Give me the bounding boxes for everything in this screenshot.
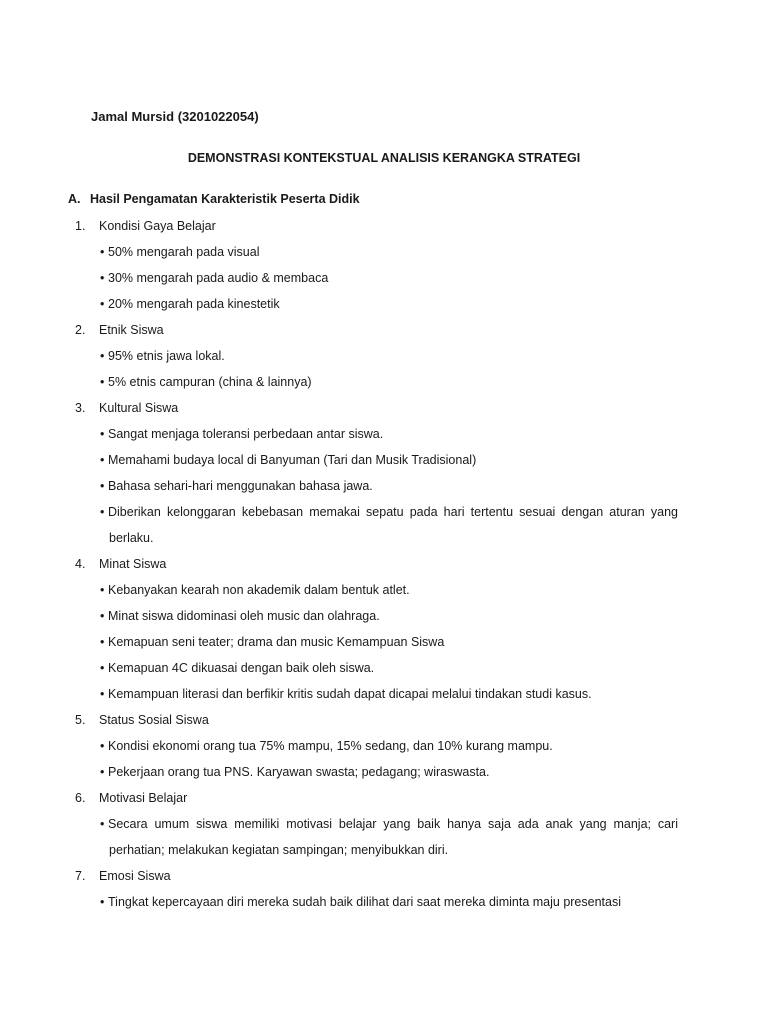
bullet-item: • Bahasa sehari-hari menggunakan bahasa jawa. <box>100 479 373 493</box>
bullet-continuation: perhatian; melakukan kegiatan sampingan; menyibukkan diri. <box>109 843 449 857</box>
bullet-item: • Kemapuan 4C dikuasai dengan baik oleh siswa. <box>100 661 375 675</box>
bullet-item: • Kemampuan literasi dan berfikir kritis sudah dapat dicapai melalui tindakan studi kasus. <box>100 687 592 701</box>
bullet-item: • Kemapuan seni teater; drama dan music Kemampuan Siswa <box>100 635 445 649</box>
bullet-item: • 95% etnis jawa lokal. <box>100 349 225 363</box>
bullet-continuation: berlaku. <box>109 531 154 545</box>
section-letter: A. <box>68 192 81 206</box>
bullet-item: • Pekerjaan orang tua PNS. Karyawan swasta; pedagang; wiraswasta. <box>100 765 490 779</box>
list-item-heading: 6. Motivasi Belajar <box>75 791 188 805</box>
list-item-heading: 4. Minat Siswa <box>75 557 167 571</box>
bullet-item: • Memahami budaya local di Banyuman (Tari dan Musik Tradisional) <box>100 453 477 467</box>
list-item-heading: 5. Status Sosial Siswa <box>75 713 209 727</box>
bullet-item: • 5% etnis campuran (china & lainnya) <box>100 375 312 389</box>
bullet-item: • 20% mengarah pada kinestetik <box>100 297 280 311</box>
bullet-item: • 50% mengarah pada visual <box>100 245 260 259</box>
bullet-item: • Minat siswa didominasi oleh music dan olahraga. <box>100 609 380 623</box>
bullet-item: • Kebanyakan kearah non akademik dalam bentuk atlet. <box>100 583 410 597</box>
author-name: Jamal Mursid (3201022054) <box>91 109 259 124</box>
bullet-item: • Kondisi ekonomi orang tua 75% mampu, 15% sedang, dan 10% kurang mampu. <box>100 739 553 753</box>
document-title: DEMONSTRASI KONTEKSTUAL ANALISIS KERANGKA STRATEGI <box>187 151 581 165</box>
list-item-heading: 2. Etnik Siswa <box>75 323 164 337</box>
list-item-heading: 1. Kondisi Gaya Belajar <box>75 219 216 233</box>
bullet-item: • Diberikan kelonggaran kebebasan memakai sepatu pada hari tertentu sesuai dengan aturan yang <box>100 505 678 519</box>
section-heading <box>68 192 360 206</box>
bullet-item: • Secara umum siswa memiliki motivasi belajar yang baik hanya saja ada anak yang manja; cari <box>100 817 678 831</box>
list-item-heading: 7. Emosi Siswa <box>75 869 171 883</box>
list-item-heading: 3. Kultural Siswa <box>75 401 179 415</box>
bullet-item: • Tingkat kepercayaan diri mereka sudah baik dilihat dari saat mereka diminta maju presentasi <box>100 895 621 909</box>
bullet-item: • 30% mengarah pada audio & membaca <box>100 271 329 285</box>
bullet-item: • Sangat menjaga toleransi perbedaan antar siswa. <box>100 427 384 441</box>
section-title: Hasil Pengamatan Karakteristik Peserta Didik <box>90 192 360 206</box>
